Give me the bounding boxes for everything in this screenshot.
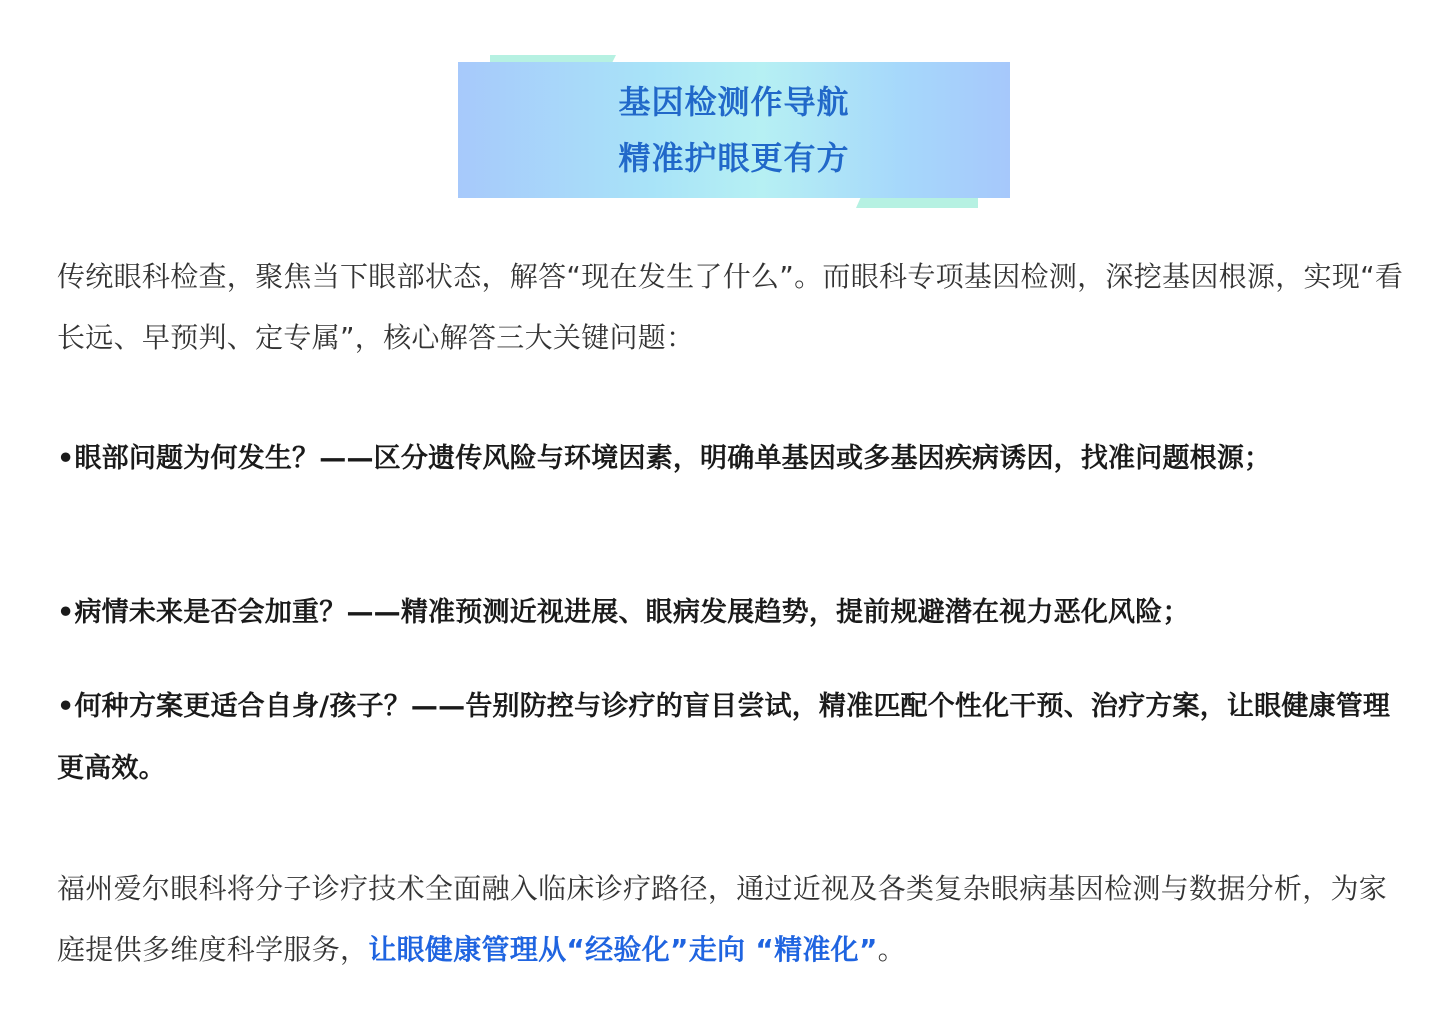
bullet-item-1: •眼部问题为何发生？——区分遗传风险与环境因素，明确单基因或多基因疾病诱因，找准问题根源； <box>57 443 1272 474</box>
closing-highlight: 让眼健康管理从“经验化”走向 “精准化” <box>368 933 878 966</box>
banner-title-line-1: 基因检测作导航 <box>618 83 850 121</box>
closing-paragraph <box>57 858 1412 980</box>
title-banner <box>458 55 1010 208</box>
bullet-item-2: •病情未来是否会加重？——精准预测近视进展、眼病发展趋势，提前规避潜在视力恶化风险； <box>57 597 1190 628</box>
bullet-item-3: •何种方案更适合自身/孩子？——告别防控与诊疗的盲目尝试，精准匹配个性化干预、治疗方案，让眼健康管理更高效。 <box>57 691 1391 784</box>
banner-title-line-2: 精准护眼更有方 <box>618 139 850 177</box>
closing-end: 。 <box>877 933 906 966</box>
banner-box <box>458 62 1010 198</box>
closing-text: 福州爱尔眼科将分子诊疗技术全面融入临床诊疗路径，通过近视及各类复杂眼病基因检测与数据分析，为家庭提供多维度科学服务， <box>57 872 1388 966</box>
banner-accent-bottom <box>856 197 978 208</box>
intro-paragraph: 传统眼科检查，聚焦当下眼部状态，解答“现在发生了什么”。而眼科专项基因检测，深挖基因根源，实现“看长远、早预判、定专属”，核心解答三大关键问题： <box>57 260 1404 354</box>
